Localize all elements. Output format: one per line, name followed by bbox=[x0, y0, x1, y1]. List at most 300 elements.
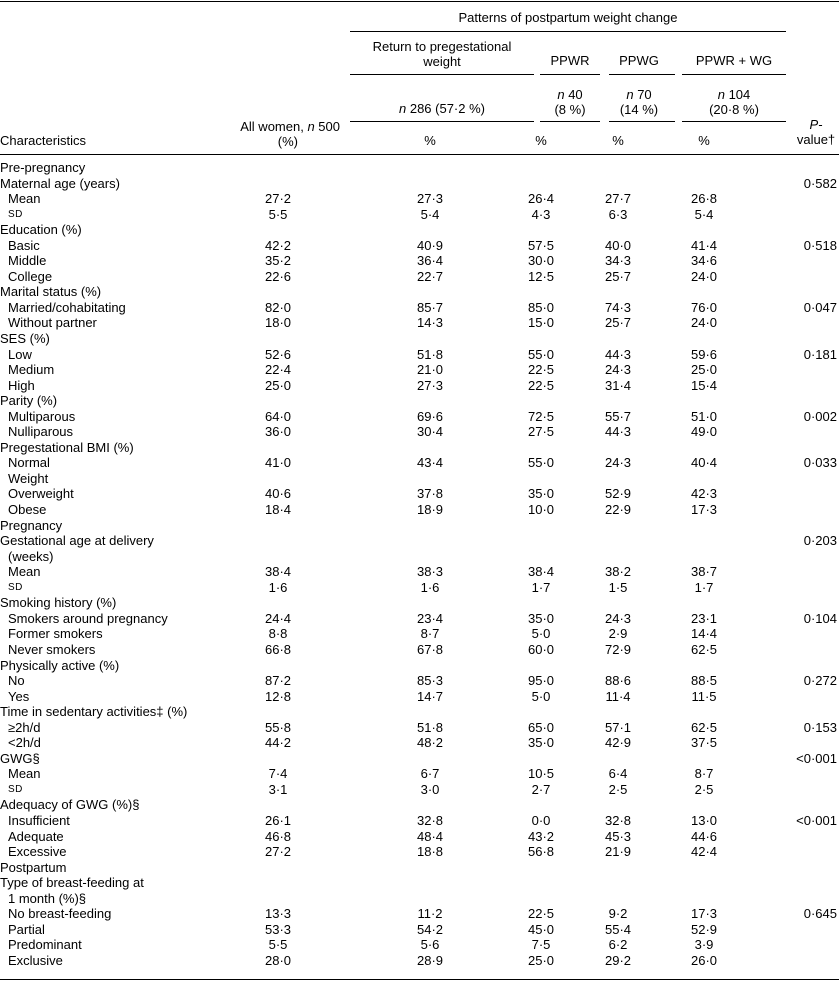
row-value: 60·0 bbox=[527, 641, 555, 657]
table-row bbox=[0, 906, 839, 922]
row-value: 18·8 bbox=[416, 844, 444, 860]
n-rule-ppwg bbox=[609, 121, 675, 122]
row-value: 44·3 bbox=[604, 346, 632, 362]
row-value: 6·2 bbox=[608, 937, 628, 953]
col-header-rule-ppwrwg bbox=[682, 74, 786, 75]
table-row bbox=[0, 626, 839, 642]
row-label: GWG§ bbox=[0, 750, 40, 766]
row-label: Adequacy of GWG (%)§ bbox=[0, 797, 140, 813]
row-value: 8·7 bbox=[694, 766, 714, 782]
row-label: Mean bbox=[8, 564, 41, 580]
table-row bbox=[0, 315, 839, 331]
col-header-ppwg: PPWG bbox=[619, 53, 659, 68]
row-value: 82·0 bbox=[264, 299, 292, 315]
row-value: 2·9 bbox=[608, 626, 628, 642]
row-value: 62·5 bbox=[690, 641, 718, 657]
row-value: 62·5 bbox=[690, 719, 718, 735]
table-row bbox=[0, 269, 839, 285]
row-value: 10·5 bbox=[527, 766, 555, 782]
table-row bbox=[0, 471, 839, 487]
row-value: 21·0 bbox=[416, 362, 444, 378]
row-value: 35·0 bbox=[527, 486, 555, 502]
table-row bbox=[0, 782, 839, 798]
row-value: 2·5 bbox=[694, 781, 714, 797]
table-row bbox=[0, 611, 839, 627]
row-label: SD bbox=[8, 581, 23, 593]
row-value: 22·5 bbox=[527, 906, 555, 922]
row-value: 27·3 bbox=[416, 191, 444, 207]
table-row bbox=[0, 937, 839, 953]
n-ppwg: n 70 (14 %) bbox=[619, 87, 659, 117]
row-value: 11·2 bbox=[417, 906, 443, 922]
row-value: 46·8 bbox=[264, 828, 292, 844]
row-label: Gestational age at delivery bbox=[0, 533, 154, 549]
header-pct-ppwg: % bbox=[612, 133, 624, 148]
n-return: n 286 (57·2 %) bbox=[399, 101, 485, 116]
row-value: 31·4 bbox=[604, 377, 632, 393]
row-value: 3·1 bbox=[268, 781, 288, 797]
table-row bbox=[0, 580, 839, 596]
row-label: Mean bbox=[8, 191, 41, 207]
n-rule-ppwr bbox=[540, 121, 600, 122]
row-label: Middle bbox=[8, 253, 47, 269]
row-value: 88·5 bbox=[690, 673, 718, 689]
row-label: Pre-pregnancy bbox=[0, 160, 86, 175]
row-p-value: <0·001 bbox=[796, 812, 837, 828]
row-label: Insufficient bbox=[8, 812, 70, 828]
group-rule bbox=[350, 31, 786, 32]
row-value: 30·0 bbox=[527, 253, 555, 269]
row-value: 56·8 bbox=[527, 844, 555, 860]
row-value: 22·6 bbox=[264, 268, 292, 284]
row-value: 25·0 bbox=[690, 362, 718, 378]
row-value: 51·8 bbox=[416, 719, 444, 735]
row-value: 5·0 bbox=[531, 626, 551, 642]
row-value: 14·3 bbox=[416, 315, 444, 331]
row-value: 35·0 bbox=[527, 735, 555, 751]
table-row bbox=[0, 533, 839, 549]
row-value: 0·0 bbox=[531, 812, 551, 828]
row-label: Time in sedentary activities‡ (%) bbox=[0, 704, 188, 720]
row-value: 23·1 bbox=[690, 610, 718, 626]
row-value: 55·0 bbox=[527, 455, 555, 471]
row-value: 72·9 bbox=[604, 641, 632, 657]
row-value: 32·8 bbox=[604, 812, 632, 828]
col-header-return bbox=[350, 39, 534, 69]
row-p-value: 0·645 bbox=[803, 906, 837, 922]
row-label: Physically active (%) bbox=[0, 657, 120, 673]
row-value: 72·5 bbox=[527, 408, 555, 424]
row-label: Education (%) bbox=[0, 222, 82, 238]
row-value: 24·3 bbox=[604, 610, 632, 626]
row-value: 17·3 bbox=[690, 906, 718, 922]
row-label: Yes bbox=[8, 688, 30, 704]
table-row bbox=[0, 704, 839, 720]
row-value: 1·6 bbox=[268, 579, 288, 595]
table-row bbox=[0, 191, 839, 207]
table-row bbox=[0, 673, 839, 689]
table-row bbox=[0, 284, 839, 300]
row-value: 2·5 bbox=[608, 781, 628, 797]
row-value: 5·5 bbox=[268, 937, 288, 953]
row-label: Low bbox=[8, 346, 32, 362]
row-value: 55·7 bbox=[604, 408, 632, 424]
table-row bbox=[0, 362, 839, 378]
row-value: 27·3 bbox=[416, 377, 444, 393]
row-label: Pregnancy bbox=[0, 517, 63, 533]
row-value: 40·0 bbox=[604, 237, 632, 253]
row-value: 13·0 bbox=[690, 812, 718, 828]
row-value: 54·2 bbox=[416, 921, 444, 937]
row-value: 1·5 bbox=[608, 579, 628, 595]
table-row bbox=[0, 689, 839, 705]
row-value: 26·8 bbox=[690, 191, 718, 207]
row-value: 66·8 bbox=[264, 641, 292, 657]
row-value: 15·0 bbox=[527, 315, 555, 331]
row-value: 37·8 bbox=[416, 486, 444, 502]
row-value: 41·0 bbox=[264, 455, 292, 471]
row-label: Former smokers bbox=[8, 626, 103, 642]
row-value: 5·0 bbox=[531, 688, 551, 704]
row-value: 21·9 bbox=[604, 844, 632, 860]
row-value: 11·4 bbox=[605, 688, 631, 704]
row-value: 24·4 bbox=[264, 610, 292, 626]
row-label: No bbox=[8, 673, 25, 689]
top-rule bbox=[0, 1, 839, 2]
row-label: Adequate bbox=[8, 828, 64, 844]
row-value: 42·9 bbox=[604, 735, 632, 751]
row-label: Multiparous bbox=[8, 408, 76, 424]
row-value: 1·7 bbox=[531, 579, 551, 595]
n-ppwrwg: n 104 (20·8 %) bbox=[709, 87, 759, 117]
col-header-ppwr-wg: PPWR + WG bbox=[695, 53, 773, 68]
row-value: 38·7 bbox=[690, 564, 718, 580]
row-label: No breast-feeding bbox=[8, 906, 112, 922]
table-row bbox=[0, 953, 839, 969]
col-header-return-line2: weight bbox=[423, 54, 461, 69]
row-p-value: 0·272 bbox=[803, 673, 837, 689]
row-value: 25·7 bbox=[604, 315, 632, 331]
table-row bbox=[0, 735, 839, 751]
row-value: 55·8 bbox=[264, 719, 292, 735]
table-row bbox=[0, 176, 839, 192]
row-value: 65·0 bbox=[527, 719, 555, 735]
row-label: 1 month (%)§ bbox=[8, 890, 87, 906]
table-row bbox=[0, 222, 839, 238]
row-label: Pregestational BMI (%) bbox=[0, 439, 134, 455]
row-value: 36·0 bbox=[264, 424, 292, 440]
table-row bbox=[0, 518, 839, 534]
row-value: 23·4 bbox=[416, 610, 444, 626]
row-value: 5·5 bbox=[268, 206, 288, 222]
row-label: Without partner bbox=[8, 315, 97, 331]
row-value: 14·4 bbox=[690, 626, 718, 642]
table-row bbox=[0, 207, 839, 223]
row-value: 57·5 bbox=[527, 237, 555, 253]
row-label: SD bbox=[8, 208, 23, 220]
row-value: 69·6 bbox=[416, 408, 444, 424]
row-value: 37·5 bbox=[690, 735, 718, 751]
col-header-ppwr: PPWR bbox=[550, 53, 590, 68]
row-value: 2·7 bbox=[531, 781, 551, 797]
row-value: 76·0 bbox=[690, 299, 718, 315]
row-value: 8·7 bbox=[420, 626, 440, 642]
header-bottom-rule bbox=[0, 154, 839, 155]
row-value: 22·5 bbox=[527, 362, 555, 378]
row-value: 6·3 bbox=[608, 206, 628, 222]
row-value: 45·3 bbox=[604, 828, 632, 844]
row-value: 14·7 bbox=[416, 688, 444, 704]
row-value: 74·3 bbox=[604, 299, 632, 315]
header-p-value: P- value† bbox=[796, 117, 836, 147]
table-row bbox=[0, 720, 839, 736]
row-value: 26·4 bbox=[527, 191, 555, 207]
row-label: ≥2h/d bbox=[8, 719, 41, 735]
table-row bbox=[0, 393, 839, 409]
row-value: 42·4 bbox=[690, 844, 718, 860]
table-row bbox=[0, 813, 839, 829]
row-value: 30·4 bbox=[416, 424, 444, 440]
row-value: 27·2 bbox=[264, 191, 292, 207]
row-value: 7·5 bbox=[531, 937, 551, 953]
header-pct-ppwrwg: % bbox=[698, 133, 710, 148]
table-row bbox=[0, 751, 839, 767]
table-row bbox=[0, 424, 839, 440]
row-p-value: 0·033 bbox=[803, 455, 837, 471]
row-value: 18·9 bbox=[416, 502, 444, 518]
row-label: Predominant bbox=[8, 937, 82, 953]
row-p-value: 0·582 bbox=[803, 175, 837, 191]
row-value: 35·2 bbox=[264, 253, 292, 269]
table-row bbox=[0, 253, 839, 269]
row-p-value: 0·518 bbox=[803, 237, 837, 253]
table-row bbox=[0, 331, 839, 347]
row-value: 22·5 bbox=[527, 377, 555, 393]
table-row bbox=[0, 549, 839, 565]
header-characteristics: Characteristics bbox=[0, 133, 86, 148]
row-value: 22·4 bbox=[264, 362, 292, 378]
row-value: 5·4 bbox=[694, 206, 714, 222]
row-value: 51·0 bbox=[690, 408, 718, 424]
row-value: 59·6 bbox=[690, 346, 718, 362]
row-label: Partial bbox=[8, 921, 45, 937]
row-label: Type of breast-feeding at bbox=[0, 875, 144, 891]
row-value: 38·3 bbox=[416, 564, 444, 580]
row-value: 41·4 bbox=[690, 237, 718, 253]
row-value: 38·4 bbox=[264, 564, 292, 580]
row-p-value: 0·104 bbox=[803, 610, 837, 626]
row-value: 57·1 bbox=[604, 719, 632, 735]
row-value: 34·6 bbox=[690, 253, 718, 269]
row-value: 32·8 bbox=[416, 812, 444, 828]
row-value: 27·7 bbox=[604, 191, 632, 207]
table-row bbox=[0, 891, 839, 907]
row-p-value: 0·002 bbox=[803, 408, 837, 424]
table-row bbox=[0, 238, 839, 254]
table-row bbox=[0, 409, 839, 425]
row-value: 52·9 bbox=[690, 921, 718, 937]
row-label: Basic bbox=[8, 237, 40, 253]
row-value: 42·2 bbox=[264, 237, 292, 253]
table-row bbox=[0, 875, 839, 891]
table-row bbox=[0, 564, 839, 580]
row-label: Never smokers bbox=[8, 641, 96, 657]
table-row bbox=[0, 844, 839, 860]
row-value: 26·1 bbox=[264, 812, 292, 828]
table-row bbox=[0, 829, 839, 845]
row-value: 53·3 bbox=[264, 921, 292, 937]
row-value: 43·2 bbox=[527, 828, 555, 844]
n-ppwr: n 40 (8 %) bbox=[554, 87, 586, 117]
row-value: 27·2 bbox=[264, 844, 292, 860]
row-label: Normal bbox=[8, 455, 50, 471]
row-label: SD bbox=[8, 783, 23, 795]
row-value: 3·9 bbox=[694, 937, 714, 953]
header-pct-ppwr: % bbox=[535, 133, 547, 148]
row-label: Nulliparous bbox=[8, 424, 74, 440]
row-value: 28·9 bbox=[416, 952, 444, 968]
row-value: 18·0 bbox=[264, 315, 292, 331]
row-value: 9·2 bbox=[608, 906, 628, 922]
row-value: 52·6 bbox=[264, 346, 292, 362]
row-label: Marital status (%) bbox=[0, 284, 102, 300]
row-p-value: <0·001 bbox=[796, 750, 837, 766]
row-value: 55·0 bbox=[527, 346, 555, 362]
row-value: 85·3 bbox=[416, 673, 444, 689]
table-row bbox=[0, 160, 839, 176]
row-value: 52·9 bbox=[604, 486, 632, 502]
row-value: 55·4 bbox=[604, 921, 632, 937]
table-row bbox=[0, 860, 839, 876]
col-header-rule-ppwg bbox=[609, 74, 675, 75]
row-value: 49·0 bbox=[690, 424, 718, 440]
table-row bbox=[0, 486, 839, 502]
row-value: 40·6 bbox=[264, 486, 292, 502]
row-value: 48·2 bbox=[416, 735, 444, 751]
table-row bbox=[0, 378, 839, 394]
header-all-women: All women, n 500 (%) bbox=[240, 119, 340, 149]
table-row bbox=[0, 595, 839, 611]
row-value: 24·0 bbox=[690, 315, 718, 331]
row-label: SES (%) bbox=[0, 331, 50, 347]
row-value: 25·0 bbox=[527, 952, 555, 968]
row-label: (weeks) bbox=[8, 548, 54, 564]
table-row bbox=[0, 797, 839, 813]
row-label: Maternal age (years) bbox=[0, 175, 120, 191]
row-value: 11·5 bbox=[691, 688, 717, 704]
row-value: 28·0 bbox=[264, 952, 292, 968]
header-pct-return: % bbox=[424, 133, 436, 148]
row-value: 88·6 bbox=[604, 673, 632, 689]
table-body bbox=[0, 160, 839, 968]
row-value: 85·7 bbox=[416, 299, 444, 315]
bottom-rule bbox=[0, 979, 839, 980]
row-value: 38·2 bbox=[604, 564, 632, 580]
table-row bbox=[0, 766, 839, 782]
row-value: 34·3 bbox=[604, 253, 632, 269]
row-value: 44·3 bbox=[604, 424, 632, 440]
row-label: Excessive bbox=[8, 844, 67, 860]
row-label: Medium bbox=[8, 362, 55, 378]
row-value: 12·5 bbox=[527, 268, 555, 284]
row-label: Mean bbox=[8, 766, 41, 782]
row-value: 6·4 bbox=[608, 766, 628, 782]
row-value: 64·0 bbox=[264, 408, 292, 424]
row-value: 40·9 bbox=[416, 237, 444, 253]
row-label: Smoking history (%) bbox=[0, 595, 117, 611]
table-row bbox=[0, 502, 839, 518]
row-label: High bbox=[8, 377, 35, 393]
row-value: 5·4 bbox=[420, 206, 440, 222]
row-value: 36·4 bbox=[416, 253, 444, 269]
row-value: 67·8 bbox=[416, 641, 444, 657]
row-p-value: 0·153 bbox=[803, 719, 837, 735]
row-value: 17·3 bbox=[690, 502, 718, 518]
row-p-value: 0·203 bbox=[803, 533, 837, 549]
row-value: 10·0 bbox=[527, 502, 555, 518]
row-value: 24·3 bbox=[604, 362, 632, 378]
table-row bbox=[0, 300, 839, 316]
col-header-rule-ppwr bbox=[540, 74, 600, 75]
col-header-rule-return bbox=[350, 74, 534, 75]
row-value: 24·0 bbox=[690, 268, 718, 284]
table-row bbox=[0, 642, 839, 658]
row-label: Weight bbox=[8, 470, 49, 486]
row-value: 43·4 bbox=[416, 455, 444, 471]
row-value: 3·0 bbox=[420, 781, 440, 797]
row-value: 95·0 bbox=[527, 673, 555, 689]
row-value: 22·9 bbox=[604, 502, 632, 518]
row-value: 13·3 bbox=[264, 906, 292, 922]
row-value: 12·8 bbox=[264, 688, 292, 704]
row-value: 29·2 bbox=[604, 952, 632, 968]
row-value: 1·6 bbox=[420, 579, 440, 595]
row-label: Smokers around pregnancy bbox=[8, 610, 168, 626]
row-value: 5·6 bbox=[420, 937, 440, 953]
row-value: 45·0 bbox=[527, 921, 555, 937]
row-label: College bbox=[8, 268, 53, 284]
group-title: Patterns of postpartum weight change bbox=[458, 10, 678, 25]
row-value: 85·0 bbox=[527, 299, 555, 315]
row-value: 7·4 bbox=[268, 766, 288, 782]
row-value: 51·8 bbox=[416, 346, 444, 362]
row-p-value: 0·047 bbox=[803, 299, 837, 315]
row-value: 18·4 bbox=[264, 502, 292, 518]
row-value: 8·8 bbox=[268, 626, 288, 642]
row-label: Exclusive bbox=[8, 952, 63, 968]
row-value: 26·0 bbox=[690, 952, 718, 968]
row-label: Married/cohabitating bbox=[8, 299, 126, 315]
row-value: 40·4 bbox=[690, 455, 718, 471]
row-value: 1·7 bbox=[694, 579, 714, 595]
row-value: 15·4 bbox=[690, 377, 718, 393]
row-value: 24·3 bbox=[604, 455, 632, 471]
row-value: 87·2 bbox=[264, 673, 292, 689]
table-row bbox=[0, 440, 839, 456]
row-value: 22·7 bbox=[416, 268, 444, 284]
n-rule-ppwrwg bbox=[682, 121, 786, 122]
row-value: 25·0 bbox=[264, 377, 292, 393]
table-row bbox=[0, 658, 839, 674]
table-row bbox=[0, 922, 839, 938]
row-value: 38·4 bbox=[527, 564, 555, 580]
row-value: 44·6 bbox=[690, 828, 718, 844]
row-label: Overweight bbox=[8, 486, 74, 502]
row-label: Parity (%) bbox=[0, 393, 58, 409]
row-value: 44·2 bbox=[264, 735, 292, 751]
row-label: Postpartum bbox=[0, 859, 67, 875]
row-value: 35·0 bbox=[527, 610, 555, 626]
